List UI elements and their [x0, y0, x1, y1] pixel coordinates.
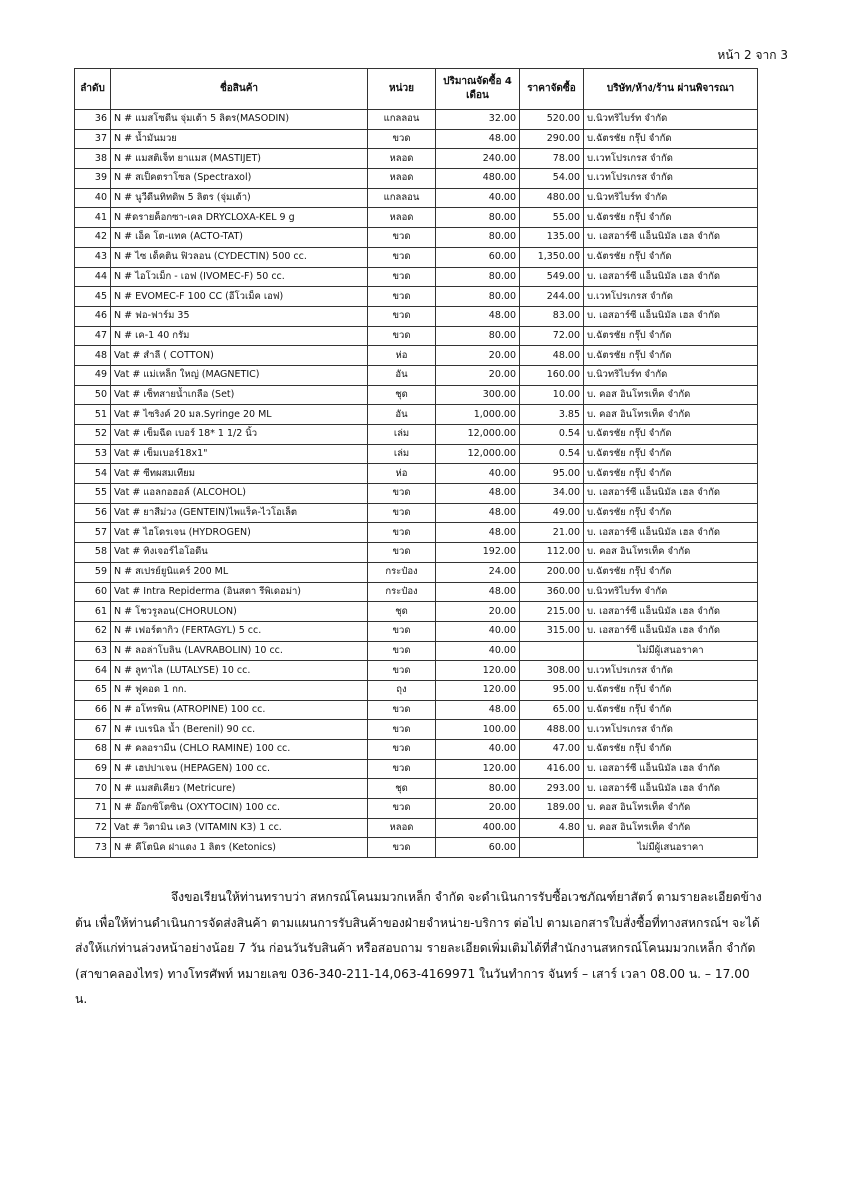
cell-qty: 80.00: [436, 267, 520, 287]
cell-unit: ขวด: [368, 306, 436, 326]
cell-qty: 40.00: [436, 621, 520, 641]
table-row: [75, 425, 758, 445]
header-company: บริษัท/ห้าง/ร้าน ผ่านพิจารณา: [584, 69, 758, 110]
cell-unit: ขวด: [368, 661, 436, 681]
cell-unit: ขวด: [368, 326, 436, 346]
cell-no: 53: [75, 444, 111, 464]
cell-company: ไม่มีผู้เสนอราคา: [584, 838, 758, 858]
cell-unit: ขวด: [368, 484, 436, 504]
cell-unit: หลอด: [368, 818, 436, 838]
cell-name: N # อโทรพิน (ATROPINE) 100 cc.: [111, 700, 368, 720]
cell-unit: ขวด: [368, 543, 436, 563]
cell-name: N # อ๊อกซิโตซิน (OXYTOCIN) 100 cc.: [111, 799, 368, 819]
cell-name: Vat # ซีทผสมเทียม: [111, 464, 368, 484]
cell-name: Vat # ไซริงค์ 20 มล.Syringe 20 ML: [111, 405, 368, 425]
cell-price: 112.00: [520, 543, 584, 563]
cell-unit: ชุด: [368, 602, 436, 622]
cell-qty: 40.00: [436, 740, 520, 760]
cell-company: บ.เวทโปรเกรส จำกัด: [584, 149, 758, 169]
cell-price: 293.00: [520, 779, 584, 799]
cell-company: บ.นิวทริไบร์ท จำกัด: [584, 110, 758, 130]
cell-no: 56: [75, 503, 111, 523]
cell-no: 65: [75, 680, 111, 700]
cell-price: 72.00: [520, 326, 584, 346]
table-row: [75, 208, 758, 228]
table-row: [75, 110, 758, 130]
cell-no: 58: [75, 543, 111, 563]
cell-company: บ. คอส อินโทรเท็ค จำกัด: [584, 405, 758, 425]
cell-no: 43: [75, 247, 111, 267]
cell-qty: 80.00: [436, 779, 520, 799]
table-row: [75, 247, 758, 267]
cell-company: บ. เอสอาร์ซี แอ็นนิมัล เฮล จำกัด: [584, 602, 758, 622]
header-unit: หน่วย: [368, 69, 436, 110]
cell-name: N # เอ็ค โต-แทค (ACTO-TAT): [111, 228, 368, 248]
cell-price: 308.00: [520, 661, 584, 681]
cell-company: บ.นิวทริไบร์ท จำกัด: [584, 582, 758, 602]
table-row: [75, 287, 758, 307]
cell-name: N # คีโตนิค ฝาแดง 1 ลิตร (Ketonics): [111, 838, 368, 858]
cell-unit: ขวด: [368, 720, 436, 740]
cell-price: 48.00: [520, 346, 584, 366]
cell-no: 45: [75, 287, 111, 307]
cell-unit: ห่อ: [368, 464, 436, 484]
cell-price: 416.00: [520, 759, 584, 779]
cell-qty: 12,000.00: [436, 444, 520, 464]
cell-price: 488.00: [520, 720, 584, 740]
cell-qty: 40.00: [436, 188, 520, 208]
cell-price: 54.00: [520, 169, 584, 189]
cell-no: 51: [75, 405, 111, 425]
cell-qty: 80.00: [436, 287, 520, 307]
cell-name: N # ลอล่าโบลิน (LAVRABOLIN) 10 cc.: [111, 641, 368, 661]
items-table: [74, 68, 758, 858]
cell-price: [520, 838, 584, 858]
cell-qty: 40.00: [436, 464, 520, 484]
cell-company: บ. คอส อินโทรเท็ค จำกัด: [584, 543, 758, 563]
cell-qty: 32.00: [436, 110, 520, 130]
cell-company: บ.ฉัตรชัย กรุ๊ป จำกัด: [584, 503, 758, 523]
cell-company: บ.ฉัตรชัย กรุ๊ป จำกัด: [584, 247, 758, 267]
cell-no: 60: [75, 582, 111, 602]
cell-name: Vat # ไฮโดรเจน (HYDROGEN): [111, 523, 368, 543]
cell-company: บ.ฉัตรชัย กรุ๊ป จำกัด: [584, 680, 758, 700]
cell-no: 38: [75, 149, 111, 169]
cell-qty: 80.00: [436, 228, 520, 248]
cell-no: 48: [75, 346, 111, 366]
cell-company: บ.เวทโปรเกรส จำกัด: [584, 661, 758, 681]
cell-no: 68: [75, 740, 111, 760]
cell-qty: 1,000.00: [436, 405, 520, 425]
cell-company: บ.นิวทริไบร์ท จำกัด: [584, 188, 758, 208]
cell-no: 42: [75, 228, 111, 248]
cell-price: 3.85: [520, 405, 584, 425]
cell-price: 520.00: [520, 110, 584, 130]
cell-company: บ.ฉัตรชัย กรุ๊ป จำกัด: [584, 326, 758, 346]
cell-qty: 100.00: [436, 720, 520, 740]
cell-price: 65.00: [520, 700, 584, 720]
cell-no: 63: [75, 641, 111, 661]
cell-price: 47.00: [520, 740, 584, 760]
cell-name: N # สเป็คตราโซล (Spectraxol): [111, 169, 368, 189]
table-row: [75, 621, 758, 641]
cell-name: N # แมสติเจ็ท ยาแมส (MASTIJET): [111, 149, 368, 169]
cell-name: N # ไซ เด็คติน ฟิวลอน (CYDECTIN) 500 cc.: [111, 247, 368, 267]
cell-company: บ. คอส อินโทรเท็ค จำกัด: [584, 818, 758, 838]
table-row: [75, 188, 758, 208]
cell-qty: 48.00: [436, 523, 520, 543]
cell-company: บ.ฉัตรชัย กรุ๊ป จำกัด: [584, 208, 758, 228]
cell-name: Vat # แอลกอฮอล์ (ALCOHOL): [111, 484, 368, 504]
cell-no: 57: [75, 523, 111, 543]
cell-price: 1,350.00: [520, 247, 584, 267]
table-row: [75, 149, 758, 169]
cell-company: บ.เวทโปรเกรส จำกัด: [584, 169, 758, 189]
table-row: [75, 602, 758, 622]
cell-unit: ขวด: [368, 621, 436, 641]
cell-unit: ขวด: [368, 740, 436, 760]
table-row: [75, 562, 758, 582]
cell-company: บ. เอสอาร์ซี แอ็นนิมัล เฮล จำกัด: [584, 484, 758, 504]
cell-qty: 48.00: [436, 700, 520, 720]
cell-name: N # นูวีดีนทิทดิพ 5 ลิตร (จุ่มเต้า): [111, 188, 368, 208]
cell-qty: 48.00: [436, 129, 520, 149]
cell-qty: 120.00: [436, 661, 520, 681]
table-row: [75, 484, 758, 504]
cell-qty: 48.00: [436, 503, 520, 523]
cell-unit: หลอด: [368, 149, 436, 169]
cell-price: 55.00: [520, 208, 584, 228]
table-row: [75, 523, 758, 543]
cell-no: 36: [75, 110, 111, 130]
table-row: [75, 700, 758, 720]
cell-no: 73: [75, 838, 111, 858]
table-row: [75, 365, 758, 385]
cell-qty: 480.00: [436, 169, 520, 189]
cell-company: บ.เวทโปรเกรส จำกัด: [584, 720, 758, 740]
cell-unit: ชุด: [368, 385, 436, 405]
cell-qty: 240.00: [436, 149, 520, 169]
cell-price: 290.00: [520, 129, 584, 149]
cell-no: 46: [75, 306, 111, 326]
cell-no: 71: [75, 799, 111, 819]
cell-unit: ขวด: [368, 523, 436, 543]
cell-name: Vat # สำลี ( COTTON): [111, 346, 368, 366]
cell-unit: กระป๋อง: [368, 582, 436, 602]
cell-unit: ถุง: [368, 680, 436, 700]
cell-no: 37: [75, 129, 111, 149]
cell-unit: ขวด: [368, 228, 436, 248]
cell-company: บ.ฉัตรชัย กรุ๊ป จำกัด: [584, 444, 758, 464]
cell-price: 4.80: [520, 818, 584, 838]
cell-no: 55: [75, 484, 111, 504]
cell-unit: ขวด: [368, 838, 436, 858]
cell-company: บ.ฉัตรชัย กรุ๊ป จำกัด: [584, 346, 758, 366]
cell-no: 39: [75, 169, 111, 189]
cell-unit: ขวด: [368, 641, 436, 661]
cell-no: 50: [75, 385, 111, 405]
cell-name: Vat # เข็มเบอร์18x1": [111, 444, 368, 464]
cell-price: 189.00: [520, 799, 584, 819]
table-row: [75, 267, 758, 287]
cell-unit: ขวด: [368, 287, 436, 307]
cell-unit: ชุด: [368, 779, 436, 799]
page-number: หน้า 2 จาก 3: [717, 48, 788, 62]
cell-unit: หลอด: [368, 169, 436, 189]
table-row: [75, 405, 758, 425]
cell-qty: 12,000.00: [436, 425, 520, 445]
cell-no: 67: [75, 720, 111, 740]
cell-qty: 24.00: [436, 562, 520, 582]
cell-name: Vat # ทิงเจอร์ไอโอดีน: [111, 543, 368, 563]
cell-company: บ. คอส อินโทรเท็ค จำกัด: [584, 385, 758, 405]
cell-company: บ.ฉัตรชัย กรุ๊ป จำกัด: [584, 740, 758, 760]
table-row: [75, 661, 758, 681]
table-row: [75, 444, 758, 464]
table-row: [75, 346, 758, 366]
cell-price: 200.00: [520, 562, 584, 582]
table-row: [75, 503, 758, 523]
cell-name: N # ฟูคอด 1 กก.: [111, 680, 368, 700]
cell-price: 34.00: [520, 484, 584, 504]
table-row: [75, 799, 758, 819]
table-row: [75, 740, 758, 760]
cell-qty: 400.00: [436, 818, 520, 838]
cell-unit: แกลลอน: [368, 188, 436, 208]
cell-no: 70: [75, 779, 111, 799]
cell-price: 360.00: [520, 582, 584, 602]
cell-price: 78.00: [520, 149, 584, 169]
table-row: [75, 129, 758, 149]
header-qty: ปริมาณจัดซื้อ 4 เดือน: [436, 69, 520, 110]
table-row: [75, 680, 758, 700]
cell-price: 244.00: [520, 287, 584, 307]
cell-company: บ. คอส อินโทรเท็ค จำกัด: [584, 799, 758, 819]
cell-unit: ห่อ: [368, 346, 436, 366]
cell-name: N # ลูทาไล (LUTALYSE) 10 cc.: [111, 661, 368, 681]
table-row: [75, 838, 758, 858]
cell-unit: ขวด: [368, 700, 436, 720]
cell-price: 480.00: [520, 188, 584, 208]
header-name: ชื่อสินค้า: [111, 69, 368, 110]
cell-unit: ขวด: [368, 799, 436, 819]
cell-qty: 20.00: [436, 602, 520, 622]
cell-company: บ. เอสอาร์ซี แอ็นนิมัล เฮล จำกัด: [584, 759, 758, 779]
cell-name: N # สเปรย์ยูนิแคร์ 200 ML: [111, 562, 368, 582]
table-header-row: [75, 69, 758, 110]
letter-body: [75, 885, 765, 1013]
cell-name: N # เบเรนิล น้ำ (Berenil) 90 cc.: [111, 720, 368, 740]
cell-no: 41: [75, 208, 111, 228]
cell-name: N # คลอรามีน (CHLO RAMINE) 100 cc.: [111, 740, 368, 760]
table-row: [75, 582, 758, 602]
cell-no: 72: [75, 818, 111, 838]
table-row: [75, 720, 758, 740]
cell-price: 135.00: [520, 228, 584, 248]
cell-no: 59: [75, 562, 111, 582]
cell-unit: เล่ม: [368, 444, 436, 464]
cell-company: บ.ฉัตรชัย กรุ๊ป จำกัด: [584, 129, 758, 149]
header-price: ราคาจัดซื้อ: [520, 69, 584, 110]
cell-no: 66: [75, 700, 111, 720]
cell-company: บ.ฉัตรชัย กรุ๊ป จำกัด: [584, 562, 758, 582]
cell-price: 95.00: [520, 680, 584, 700]
cell-unit: แกลลอน: [368, 110, 436, 130]
cell-price: 549.00: [520, 267, 584, 287]
cell-name: Vat # Intra Repiderma (อินสตา รีพิเดอม่า): [111, 582, 368, 602]
cell-name: Vat # เข็มฉีด เบอร์ 18* 1 1/2 นิ้ว: [111, 425, 368, 445]
cell-price: 10.00: [520, 385, 584, 405]
cell-company: ไม่มีผู้เสนอราคา: [584, 641, 758, 661]
cell-name: N # น้ำมันมวย: [111, 129, 368, 149]
letter-paragraph: จึงขอเรียนให้ท่านทราบว่า สหกรณ์โคนมมวกเหล็ก จำกัด จะดำเนินการรับซื้อเวชภัณฑ์ยาสัตว์ ตามรายละเอียดข้างต้น เพื่อให้ท่านดำเนินการจัดส่งสินค้า ตามแผนการรับสินค้าของฝ่ายจำหน่าย-บริการ ต่อไป ตามเอกสารใบสั่งซื้อที่ทางสหกรณ์ฯ จะได้ส่งให้แก่ท่านล่วงหน้าอย่างน้อย 7 วัน ก่อนวันรับสินค้า หรือสอบถาม รายละเอียดเพิ่มเติมได้ที่สำนักงานสหกรณ์โคนมมวกเหล็ก จำกัด (สาขาคลองไทร) ทางโทรศัพท์ หมายเลข 036-340-211-14,063-4169971 ในวันทำการ จันทร์ – เสาร์ เวลา 08.00 น. – 17.00 น.: [75, 890, 762, 1006]
cell-qty: 48.00: [436, 484, 520, 504]
cell-qty: 40.00: [436, 641, 520, 661]
cell-no: 40: [75, 188, 111, 208]
cell-name: N # โชวรูลอน(CHORULON): [111, 602, 368, 622]
table-body: [75, 110, 758, 858]
table-row: [75, 169, 758, 189]
cell-name: N #ดรายค็อกซา-เคล DRYCLOXA-KEL 9 g: [111, 208, 368, 228]
cell-qty: 80.00: [436, 326, 520, 346]
cell-unit: ขวด: [368, 247, 436, 267]
cell-price: [520, 641, 584, 661]
cell-name: N # EVOMEC-F 100 CC (อีโวเม็ค เอฟ): [111, 287, 368, 307]
cell-qty: 80.00: [436, 208, 520, 228]
cell-name: Vat # วิตามิน เค3 (VITAMIN K3) 1 cc.: [111, 818, 368, 838]
cell-qty: 20.00: [436, 365, 520, 385]
cell-unit: ขวด: [368, 759, 436, 779]
cell-company: บ. เอสอาร์ซี แอ็นนิมัล เฮล จำกัด: [584, 306, 758, 326]
cell-qty: 60.00: [436, 247, 520, 267]
cell-unit: ขวด: [368, 129, 436, 149]
cell-qty: 300.00: [436, 385, 520, 405]
cell-price: 49.00: [520, 503, 584, 523]
cell-unit: เล่ม: [368, 425, 436, 445]
table-row: [75, 228, 758, 248]
cell-unit: ขวด: [368, 503, 436, 523]
cell-company: บ.ฉัตรชัย กรุ๊ป จำกัด: [584, 700, 758, 720]
cell-qty: 120.00: [436, 759, 520, 779]
table-row: [75, 326, 758, 346]
cell-company: บ. เอสอาร์ซี แอ็นนิมัล เฮล จำกัด: [584, 228, 758, 248]
table-row: [75, 641, 758, 661]
cell-qty: 60.00: [436, 838, 520, 858]
cell-qty: 48.00: [436, 582, 520, 602]
cell-price: 21.00: [520, 523, 584, 543]
cell-company: บ. เอสอาร์ซี แอ็นนิมัล เฮล จำกัด: [584, 779, 758, 799]
cell-company: บ. เอสอาร์ซี แอ็นนิมัล เฮล จำกัด: [584, 267, 758, 287]
cell-no: 47: [75, 326, 111, 346]
cell-name: Vat # แม่เหล็ก ใหญ่ (MAGNETIC): [111, 365, 368, 385]
table-row: [75, 818, 758, 838]
cell-qty: 20.00: [436, 346, 520, 366]
cell-no: 69: [75, 759, 111, 779]
cell-company: บ.เวทโปรเกรส จำกัด: [584, 287, 758, 307]
cell-name: N # เฟอร์ตากิว (FERTAGYL) 5 cc.: [111, 621, 368, 641]
cell-unit: อัน: [368, 365, 436, 385]
cell-company: บ.ฉัตรชัย กรุ๊ป จำกัด: [584, 464, 758, 484]
cell-name: N # แมสติเคียว (Metricure): [111, 779, 368, 799]
cell-no: 54: [75, 464, 111, 484]
cell-unit: ขวด: [368, 267, 436, 287]
cell-qty: 192.00: [436, 543, 520, 563]
cell-name: N # เค-1 40 กรัม: [111, 326, 368, 346]
table-row: [75, 464, 758, 484]
cell-qty: 120.00: [436, 680, 520, 700]
cell-price: 0.54: [520, 444, 584, 464]
cell-no: 44: [75, 267, 111, 287]
cell-qty: 48.00: [436, 306, 520, 326]
cell-company: บ. เอสอาร์ซี แอ็นนิมัล เฮล จำกัด: [584, 621, 758, 641]
cell-no: 52: [75, 425, 111, 445]
cell-price: 83.00: [520, 306, 584, 326]
cell-name: N # ฟอ-ฟาร์ม 35: [111, 306, 368, 326]
cell-no: 64: [75, 661, 111, 681]
table-row: [75, 385, 758, 405]
cell-name: N # แมสโซดีน จุ่มเต้า 5 ลิตร(MASODIN): [111, 110, 368, 130]
cell-name: Vat # เซ็ทสายน้ำเกลือ (Set): [111, 385, 368, 405]
cell-price: 315.00: [520, 621, 584, 641]
cell-company: บ.นิวทริไบร์ท จำกัด: [584, 365, 758, 385]
cell-price: 160.00: [520, 365, 584, 385]
cell-no: 49: [75, 365, 111, 385]
cell-name: N # เฮปปาเจน (HEPAGEN) 100 cc.: [111, 759, 368, 779]
cell-company: บ.ฉัตรชัย กรุ๊ป จำกัด: [584, 425, 758, 445]
header-no: ลำดับ: [75, 69, 111, 110]
table-row: [75, 543, 758, 563]
cell-unit: หลอด: [368, 208, 436, 228]
table-row: [75, 779, 758, 799]
cell-name: N # ไอโวเม็ก - เอฟ (IVOMEC-F) 50 cc.: [111, 267, 368, 287]
cell-no: 62: [75, 621, 111, 641]
cell-unit: กระป๋อง: [368, 562, 436, 582]
cell-name: Vat # ยาสีม่วง (GENTEIN)ไพแร็ค-ไวโอเล็ต: [111, 503, 368, 523]
cell-price: 95.00: [520, 464, 584, 484]
cell-price: 0.54: [520, 425, 584, 445]
cell-no: 61: [75, 602, 111, 622]
table-row: [75, 759, 758, 779]
table-row: [75, 306, 758, 326]
cell-price: 215.00: [520, 602, 584, 622]
cell-unit: อัน: [368, 405, 436, 425]
cell-qty: 20.00: [436, 799, 520, 819]
cell-company: บ. เอสอาร์ซี แอ็นนิมัล เฮล จำกัด: [584, 523, 758, 543]
